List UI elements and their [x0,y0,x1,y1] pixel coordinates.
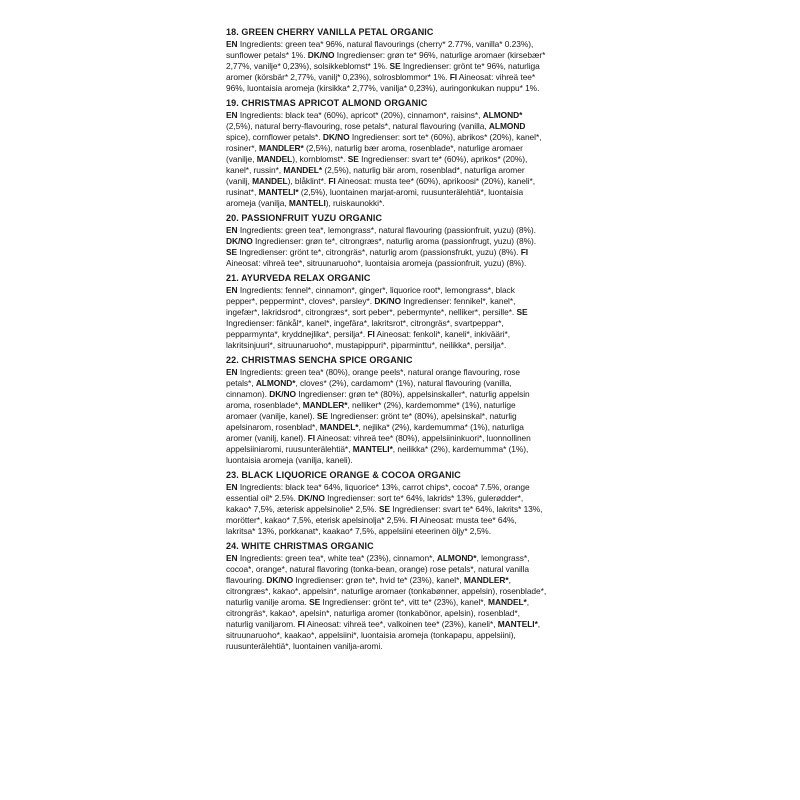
bold-keyword: ALMOND* [436,553,477,563]
ingredient-text: Ingredienser: grönt te* (80%), apelsinskal*, naturlig apelsinarom, rosenblad*, [226,411,517,432]
ingredient-text: Ingredienser: grøn te*, citrongræs*, naturlig aroma (passionfrugt, yuzu) (8%). [252,236,537,246]
ingredient-text: Ingredienser: sort te* 64%, lakrids* 13%, gulerødder*, kakao* 7,5%, æterisk appelsinolie* 2,5%. [226,493,524,514]
ingredient-text: Ingredients: black tea* 64%, liquorice* 13%, carrot chips*, cocoa* 7.5%, orange essential oil* 2.5%. [226,482,530,503]
bold-keyword: SE [226,247,238,257]
bold-keyword: ALMOND* [482,110,523,120]
bold-keyword: MANDLER* [463,575,509,585]
ingredient-text: (2,5%), luontainen marjat-aromi, ruusunterälehtiä*, luontaisia aromeja (vanilja, [226,187,524,208]
bold-keyword: SE [316,411,328,421]
bold-keyword: FI [520,247,529,257]
product-title: 20. PASSIONFRUIT YUZU ORGANIC [226,213,383,223]
ingredient-text: Aineosat: vihreä tee* (80%), appelsiininkuori*, luonnollinen appelsiiniaromi, ruusunterälehtiä*, [226,433,531,454]
bold-keyword: MANDEL [252,176,288,186]
ingredient-text: Ingredienser: grøn te* 96%, naturlige aromaer (kirsebær* 2,77%, vanilje* 0,23%), solsikkeblomst* 1%. [226,50,546,71]
product-section [226,27,548,94]
ingredient-text: Ingredienser: fänkål*, kanel*, ingefära*, lakritsrot*, citrongräs*, svartpeppar*, pepparmynta*, kryddnejlika*, persilja*. [226,318,504,339]
bold-keyword: SE [389,61,401,71]
bold-keyword: MANTELI [288,198,326,208]
bold-keyword: MANTELI* [258,187,299,197]
product-ingredients [226,367,548,466]
bold-keyword: EN [226,367,238,377]
ingredient-text: , nelliker* (2%), kardemomme* (1%), naturlige aromaer (vanilje, kanel). [226,400,516,421]
ingredient-text: , citrongräs*, kakao*, apelsin*, naturliga aromer (tonkabönor, apelsin), rosenblad*, naturlig vaniljarom. [226,597,530,629]
ingredient-text: Aineosat: fenkoli*, kaneli*, inkivääri*, lakritsinjuuri*, sitruunaruoho*, mustapippuri*, piparminttu*, neilikka*, persilja*. [226,329,511,350]
bold-keyword: EN [226,110,238,120]
bold-keyword: FI [328,176,336,186]
ingredient-text: , neilikka* (2%), kardemumma* (1%), luontaisia aromeja (vanilja, kaneli). [226,444,529,465]
product-section [226,541,548,652]
product-ingredients [226,39,548,94]
ingredient-text: Aineosat: vihreä tee* 96%, luontaisia aromeja (kirsikka* 2,77%, vanilja* 0,23%), auringonkukan nuppu* 1%. [226,72,540,93]
ingredient-text: Aineosat: vihreä tee*, valkoinen tee* (23%), kaneli*, [304,619,498,629]
bold-keyword: FI [307,433,315,443]
product-section [226,213,548,269]
bold-keyword: DK/NO [298,493,325,503]
ingredient-text: ), ruiskaunokki*. [325,198,385,208]
ingredient-text: ), kornblomst*. [292,154,348,164]
product-title: 23. BLACK LIQUORICE ORANGE & COCOA ORGANIC [226,470,461,480]
product-ingredients [226,482,548,537]
bold-keyword: MANTELI* [352,444,393,454]
ingredient-text: , nejlika* (2%), kardemumma* (1%), naturliga aromer (vanilj, kanel). [226,422,524,443]
bold-keyword: SE [516,307,528,317]
ingredient-text: Ingredienser: svart te* (60%), aprikos* (20%), kanel*, russin*, [226,154,528,175]
ingredient-text: (2,5%), natural berry-flavouring, rose petals*, natural flavouring (vanilla, [226,121,489,131]
bold-keyword: DK/NO [226,236,253,246]
product-ingredients [226,110,548,209]
bold-keyword: ALMOND [488,121,526,131]
product-ingredients [226,225,548,269]
product-section [226,355,548,466]
bold-keyword: EN [226,285,238,295]
bold-keyword: SE [309,597,321,607]
ingredient-text: Ingredienser: grönt te* 96%, naturliga aromer (körsbär* 2,77%, vanilj* 0,23%), solrosblommor* 1%. [226,61,540,82]
ingredient-text: spice), cornflower petals*. [226,132,323,142]
bold-keyword: EN [226,553,238,563]
bold-keyword: MANDLER* [302,400,348,410]
ingredient-text: Ingredients: green tea* 96%, natural flavourings (cherry* 2.77%, vanilla* 0.23%), sunflower petals* 1%. [226,39,534,60]
bold-keyword: FI [410,515,418,525]
bold-keyword: EN [226,225,238,235]
bold-keyword: MANDEL* [488,597,527,607]
ingredients-document [226,24,548,656]
ingredient-text: ), blåklint*. [287,176,329,186]
ingredient-text: Ingredienser: sort te* (60%), abrikos* (20%), kanel*, rosiner*, [226,132,542,153]
ingredient-text: Aineosat: musta tee* 64%, lakritsa* 13%, porkkanat*, kaakao* 7,5%, appelsiini eteerinen öljy* 2,5%. [226,515,517,536]
product-title: 22. CHRISTMAS SENCHA SPICE ORGANIC [226,355,413,365]
ingredient-text: (2,5%), naturlig bär arom, rosenblad*, naturliga aromer (vanilj, [226,165,525,186]
bold-keyword: DK/NO [374,296,402,306]
bold-keyword: MANTELI* [497,619,538,629]
product-title: 19. CHRISTMAS APRICOT ALMOND ORGANIC [226,98,428,108]
ingredient-text: , cloves* (2%), cardamom* (1%), natural flavouring (vanilla, cinnamon). [226,378,512,399]
bold-keyword: SE [378,504,391,514]
ingredient-text: Ingredients: green tea*, lemongrass*, natural flavouring (passionfruit, yuzu) (8%). [237,225,536,235]
ingredient-text: Ingredienser: grøn te* (80%), appelsinskaller*, naturlig appelsin aroma, rosenblade*, [226,389,530,410]
product-section [226,470,548,537]
bold-keyword: MANDEL [256,154,293,164]
ingredient-text: Aineosat: vihreä tee*, sitruunaruoho*, luontaisia aromeja (passionfruit, yuzu) (8%). [226,258,527,268]
bold-keyword: MANDEL* [319,422,359,432]
bold-keyword: DK/NO [269,389,296,399]
bold-keyword: DK/NO [266,575,294,585]
bold-keyword: FI [367,329,375,339]
ingredient-text: Ingredients: green tea* (80%), orange peels*, natural orange flavouring, rose petals*, [226,367,520,388]
ingredient-text: (2,5%), naturlig bær aroma, rosenblade*, naturlige aromaer (vanilje, [226,143,523,164]
product-title: 21. AYURVEDA RELAX ORGANIC [226,273,371,283]
ingredient-text: Ingredients: green tea*, white tea* (23%), cinnamon*, [237,553,437,563]
bold-keyword: FI [449,72,458,82]
product-title: 24. WHITE CHRISTMAS ORGANIC [226,541,374,551]
ingredient-text: , citrongræs*, kakao*, appelsin*, naturlige aromaer (tonkabønner, appelsin), rosenblade*, naturlig vanilje aroma. [226,575,547,607]
ingredient-text: Ingredients: fennel*, cinnamon*, ginger*, liquorice root*, lemongrass*, black pepper*, peppermint*, cloves*, parsley*. [226,285,515,306]
bold-keyword: MANDEL* [283,165,323,175]
ingredient-text: , sitruunaruoho*, kaakao*, appelsiini*, luontaisia aromeja (tonkapapu, appelsiini), ruusunterälehtiä*, luontainen vanilja-aromi. [226,619,541,651]
product-section [226,98,548,209]
bold-keyword: FI [297,619,305,629]
ingredient-text: Ingredienser: grönt te*, citrongräs*, naturlig arom (passionsfrukt, yuzu) (8%). [237,247,521,257]
bold-keyword: SE [347,154,359,164]
ingredient-text: Ingredienser: svart te* 64%, lakrits* 13%, morötter*, kakao* 7,5%, eterisk apelsinolja* 2,5%. [226,504,543,525]
bold-keyword: ALMOND* [255,378,296,388]
product-title: 18. GREEN CHERRY VANILLA PETAL ORGANIC [226,27,434,37]
bold-keyword: DK/NO [322,132,350,142]
ingredient-text: Aineosat: musta tee* (60%), aprikoosi* (20%), kaneli*, rusinat*, [226,176,535,197]
ingredient-text: Ingredienser: grönt te*, vitt te* (23%), kanel*, [320,597,489,607]
ingredient-text: Ingredienser: fennikel*, kanel*, ingefær*, lakridsrod*, citrongræs*, sort peber*, pebermynte*, nelliker*, persille*. [226,296,517,317]
bold-keyword: EN [226,39,238,49]
product-section [226,273,548,351]
bold-keyword: EN [226,482,238,492]
product-ingredients [226,553,548,652]
ingredient-text: Ingredients: black tea* (60%), apricot* (20%), cinnamon*, raisins*, [237,110,483,120]
bold-keyword: DK/NO [307,50,335,60]
product-ingredients [226,285,548,351]
bold-keyword: MANDLER* [259,143,304,153]
ingredient-text: , lemongrass*, cocoa*, orange*, natural flavoring (tonka-bean, orange) rose petals*, natural vanilla flavouring. [226,553,530,585]
ingredient-text: Ingredienser: grøn te*, hvid te* (23%), kanel*, [293,575,464,585]
